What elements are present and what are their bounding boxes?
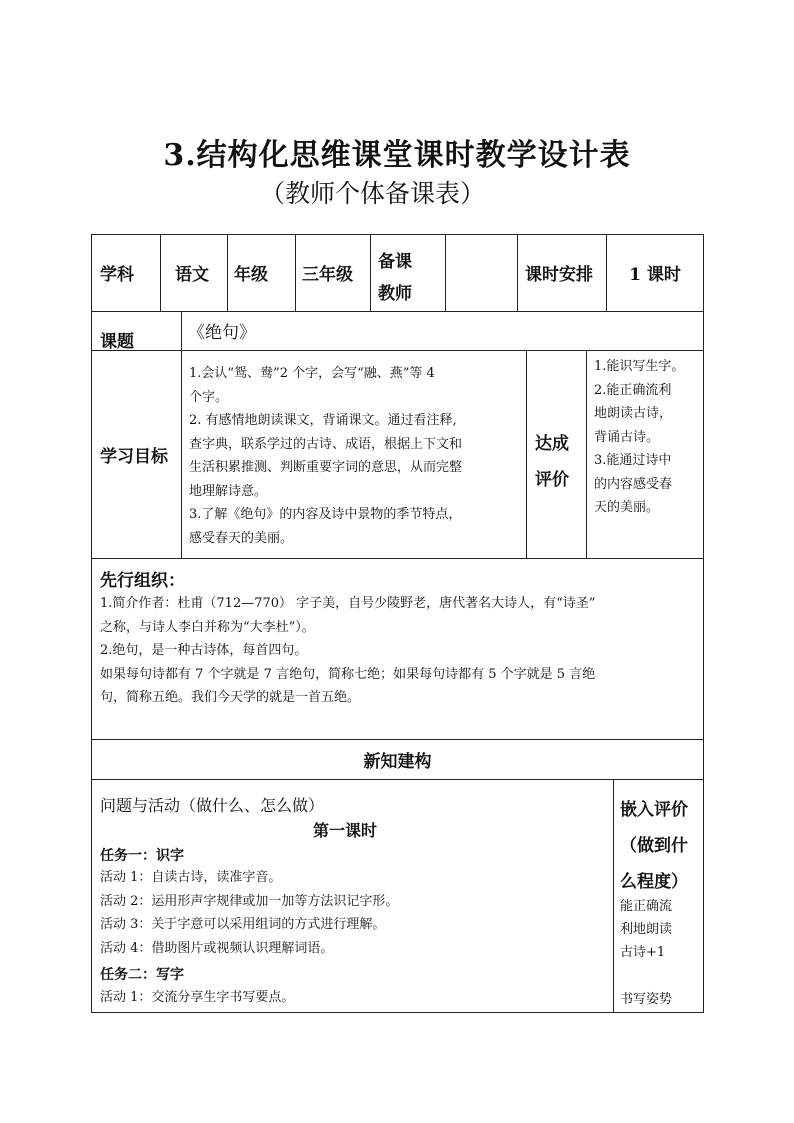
task-one-activities [100, 866, 605, 960]
objective-line: 2. 有感情地朗读课文，背诵课文。通过看注释, [189, 413, 457, 428]
task-one-title: 任务一：识字 [100, 848, 184, 864]
achievement-eval-text: 1.能识写生字。 2.能正确流利 地朗读古诗， 背诵古诗。 3.能通过诗中 的内容感受春 天的美丽。 [594, 359, 685, 515]
objective-line: 3.了解《绝句》的内容及诗中景物的季节特点， [189, 507, 462, 522]
objective-line: 1.会认“鸳、鸯”2 个字，会写“融、燕”等 4 [189, 366, 435, 381]
activity-item: 活动 2：运用形声字规律或加一加等方法识记字形。 [100, 893, 399, 909]
activity-item: 活动 3：关于字意可以采用组词的方式进行理解。 [100, 917, 386, 932]
topic-value: 《绝句》 [188, 323, 256, 343]
schedule-value: 1 课时 [629, 265, 681, 285]
activities-heading: 问题与活动（做什么、怎么做） [100, 796, 325, 815]
achievement-eval-label: 达成 评价 [535, 434, 569, 490]
activity-item: 活动 1：自读古诗，读准字音。 [100, 870, 282, 885]
activity-item: 活动 4：借助图片或视频认识理解词语。 [100, 940, 334, 956]
task-two-title: 任务二：写字 [100, 967, 184, 983]
teacher-value [450, 234, 516, 311]
task-two-activities [100, 986, 605, 1010]
grade-label: 年级 [234, 265, 268, 285]
subject-label: 学科 [100, 265, 134, 285]
objectives-text [189, 362, 525, 550]
objective-line: 生活积累推测、判断重要字词的意思，从而完整 [189, 460, 463, 475]
objective-line: 查字典，联系学过的古诗、成语，根据上下文和 [189, 436, 463, 452]
new-knowledge-heading: 新知建构 [363, 751, 432, 772]
activity-item: 活动 1：交流分享生字书写要点。 [100, 990, 295, 1005]
embedded-eval-text: 能正确流 利地朗读 古诗+1 [620, 899, 673, 960]
page-title: 3.结构化思维课堂课时教学设计表 [163, 138, 631, 173]
teacher-label: 备课 教师 [378, 252, 412, 304]
topic-label: 课题 [100, 331, 134, 352]
objectives-label: 学习目标 [100, 446, 168, 467]
lesson-title: 第一课时 [313, 821, 378, 840]
advance-organizer-text: 1.简介作者：杜甫（712—770） 字子美，自号少陵野老，唐代著名大诗人，有“诗圣” 之称，与诗人李白并称为“大李杜”）。 2.绝句，是一种古诗体，每首四句。 如果每句诗都有 7 个字就是 7 言绝句，简称七绝；如果每句诗都有 5 个字就是 5 言绝 句，简称五绝。我们今天学的就是一首五绝。 [100, 596, 596, 705]
objective-line: 感受春天的美丽。 [189, 530, 294, 546]
embedded-eval-label: 嵌入评价 （做到什 么程度） [620, 800, 688, 892]
schedule-label: 课时安排 [525, 265, 593, 285]
page-subtitle: （教师个体备课表） [260, 179, 486, 208]
objective-line: 个字。 [189, 389, 229, 405]
grade-value: 三年级 [302, 265, 353, 285]
advance-organizer-label: 先行组织： [100, 571, 185, 591]
subject-value: 语文 [175, 265, 209, 285]
embedded-eval-bottom: 书写姿势 [620, 992, 673, 1007]
objective-line: 地理解诗意。 [189, 483, 268, 499]
